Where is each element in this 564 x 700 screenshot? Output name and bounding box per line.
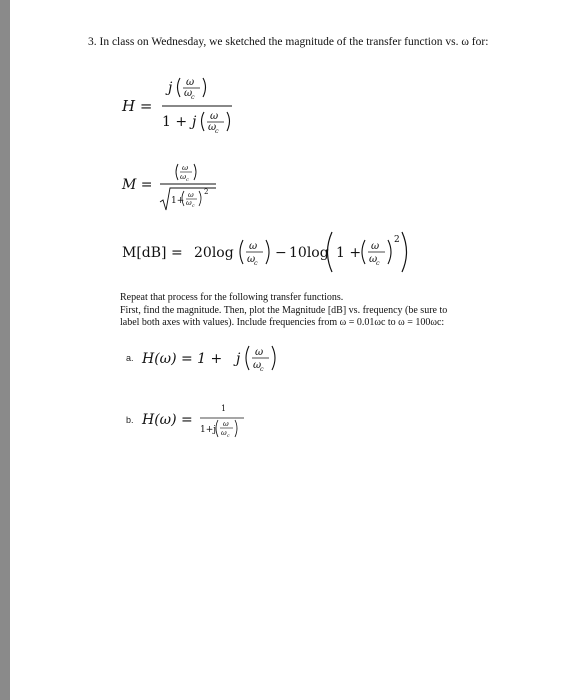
equation-h	[120, 68, 250, 140]
omega-symbol: ω	[182, 163, 189, 172]
equation-mdb	[120, 228, 420, 276]
omega-symbol: ω	[210, 111, 219, 122]
item-a-lhs: H(ω) = 1 +	[142, 351, 223, 367]
omega-symbol: ω	[186, 77, 195, 88]
subscript-c: c	[186, 177, 189, 183]
subscript-c: c	[376, 259, 380, 267]
instructions-line-1: Repeat that process for the following transfer functions.	[120, 292, 344, 303]
equation-mdb-term2: 10log	[289, 245, 329, 261]
item-a-label: a.	[126, 353, 134, 363]
subscript-c: c	[192, 204, 195, 209]
equation-m-one-plus: 1+	[171, 196, 185, 206]
subscript-c: c	[260, 365, 264, 373]
omega-c-symbol: ω	[184, 88, 193, 99]
omega-symbol: ω	[255, 347, 264, 358]
omega-symbol: ω	[249, 241, 258, 252]
omega-c-symbol: ω	[208, 122, 217, 133]
instructions-line-2: First, find the magnitude. Then, plot the Magnitude [dB] vs. frequency (be sure to	[120, 304, 448, 316]
equation-mdb-minus: −	[275, 245, 287, 261]
omega-c-symbol: ω	[247, 254, 256, 265]
subscript-c: c	[227, 434, 230, 439]
omega-c-symbol: ω	[253, 360, 262, 371]
omega-c-symbol: ω	[186, 199, 192, 207]
item-a-equation	[140, 338, 290, 380]
item-b-label: b.	[126, 415, 134, 425]
equation-mdb-term1: 20log	[194, 245, 234, 261]
question-text	[88, 36, 488, 48]
equation-h-numerator-j: j	[168, 80, 173, 96]
subscript-c: c	[191, 93, 195, 101]
item-a-j: j	[236, 351, 241, 367]
omega-c-symbol: ω	[369, 254, 378, 265]
equation-h-lhs: H =	[122, 97, 153, 115]
equation-mdb-one-plus: 1 +	[336, 245, 362, 261]
omega-symbol: ω	[188, 191, 194, 199]
subscript-c: c	[215, 127, 219, 135]
instructions-block	[120, 292, 520, 330]
question-number: 3.	[88, 36, 97, 48]
omega-symbol: ω	[223, 420, 229, 428]
equation-h-denominator: 1 +	[162, 114, 188, 130]
instructions-line-3: label both axes with values). Include frequencies from ω = 0.01ωc to ω = 100ωc:	[120, 317, 445, 328]
question-body: In class on Wednesday, we sketched the magnitude of the transfer function vs. ω for:	[99, 36, 489, 48]
item-b-denominator: 1+j	[200, 425, 217, 435]
equation-h-denominator-j: j	[192, 114, 197, 130]
omega-symbol: ω	[371, 241, 380, 252]
equation-m-exponent: 2	[204, 188, 209, 196]
item-b-equation	[140, 398, 270, 442]
document-page	[10, 0, 564, 700]
viewer-left-edge	[0, 0, 10, 700]
equation-mdb-exponent: 2	[394, 235, 400, 245]
omega-c-symbol: ω	[221, 429, 227, 437]
item-b-lhs: H(ω) =	[142, 412, 193, 428]
omega-c-symbol: ω	[180, 172, 187, 181]
equation-m-lhs: M =	[122, 177, 153, 193]
subscript-c: c	[254, 259, 258, 267]
item-b-numerator: 1	[221, 404, 227, 413]
equation-m	[120, 160, 230, 216]
equation-mdb-lhs: M[dB] =	[122, 245, 183, 261]
